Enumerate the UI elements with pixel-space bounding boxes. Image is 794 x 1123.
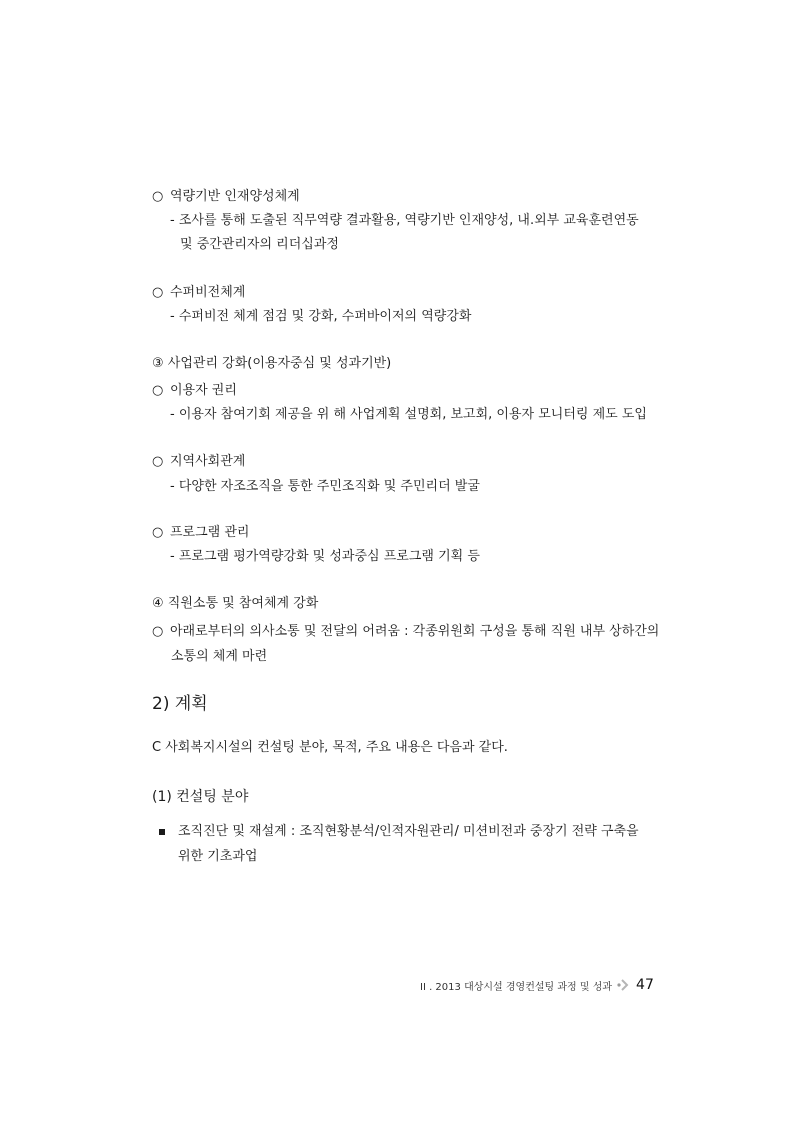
circle-bullet-icon: ○ xyxy=(152,383,164,398)
item-program-desc: - 프로그램 평가역량강화 및 성과중심 프로그램 기획 등 xyxy=(170,549,480,564)
intro-paragraph: C 사회복지시설의 컨설팅 분야, 목적, 주요 내용은 다음과 같다. xyxy=(152,740,508,755)
bullet-item-line1: 조직진단 및 재설계 : 조직현황분석/인적자원관리/ 미션비전과 중장기 전략 구축을 xyxy=(178,824,639,839)
item-label: 수퍼비전체계 xyxy=(170,285,246,300)
item-community-desc: - 다양한 자조조직을 통한 주민조직화 및 주민리더 발굴 xyxy=(170,479,480,494)
item-label: 역량기반 인재양성체계 xyxy=(170,189,300,204)
circle-bullet-icon: ○ xyxy=(152,454,164,469)
circle-bullet-icon: ○ xyxy=(152,285,164,300)
item-supervision-title xyxy=(152,284,245,302)
item-communication-line2: 소통의 체계 마련 xyxy=(171,649,268,664)
square-bullet-icon xyxy=(159,829,165,835)
page-number: 47 xyxy=(636,977,654,993)
item-supervision-desc: - 수퍼비전 체계 점검 및 강화, 수퍼바이저의 역량강화 xyxy=(170,309,472,324)
circle-bullet-icon: ○ xyxy=(152,525,164,540)
circle-bullet-icon: ○ xyxy=(152,624,164,639)
item-label: 아래로부터의 의사소통 및 전달의 어려움 : 각종위원회 구성을 통해 직원 내부 상하간의 xyxy=(170,624,660,639)
subsection-heading-consulting-area: (1) 컨설팅 분야 xyxy=(152,789,249,805)
page-footer xyxy=(420,975,654,995)
section-heading-plan: 2) 계획 xyxy=(152,694,208,714)
item-communication-line1 xyxy=(152,623,659,641)
numbered-heading-3: ③ 사업관리 강화(이용자중심 및 성과기반) xyxy=(152,356,392,371)
circle-bullet-icon: ○ xyxy=(152,189,164,204)
item-competency-desc-cont: 및 중간관리자의 리더십과정 xyxy=(180,237,339,252)
item-competency-desc: - 조사를 통해 도출된 직무역량 결과활용, 역량기반 인재양성, 내.외부 교육훈련연동 xyxy=(170,213,639,228)
item-competency-title xyxy=(152,188,300,206)
item-label: 프로그램 관리 xyxy=(170,525,250,540)
item-user-rights-desc: - 이용자 참여기회 제공을 위 해 사업계획 설명회, 보고회, 이용자 모니터링 제도 도입 xyxy=(170,407,647,422)
item-community-title xyxy=(152,453,245,471)
item-program-title xyxy=(152,524,249,542)
item-label: 이용자 권리 xyxy=(170,383,237,398)
double-chevron-icon xyxy=(616,979,630,991)
bullet-item-line2: 위한 기초과업 xyxy=(178,849,258,864)
footer-chapter-text: II . 2013 대상시설 경영컨설팅 과정 및 성과 xyxy=(420,981,613,993)
numbered-heading-4: ④ 직원소통 및 참여체계 강화 xyxy=(152,596,319,611)
item-user-rights-title xyxy=(152,382,237,400)
item-label: 지역사회관계 xyxy=(170,454,246,469)
